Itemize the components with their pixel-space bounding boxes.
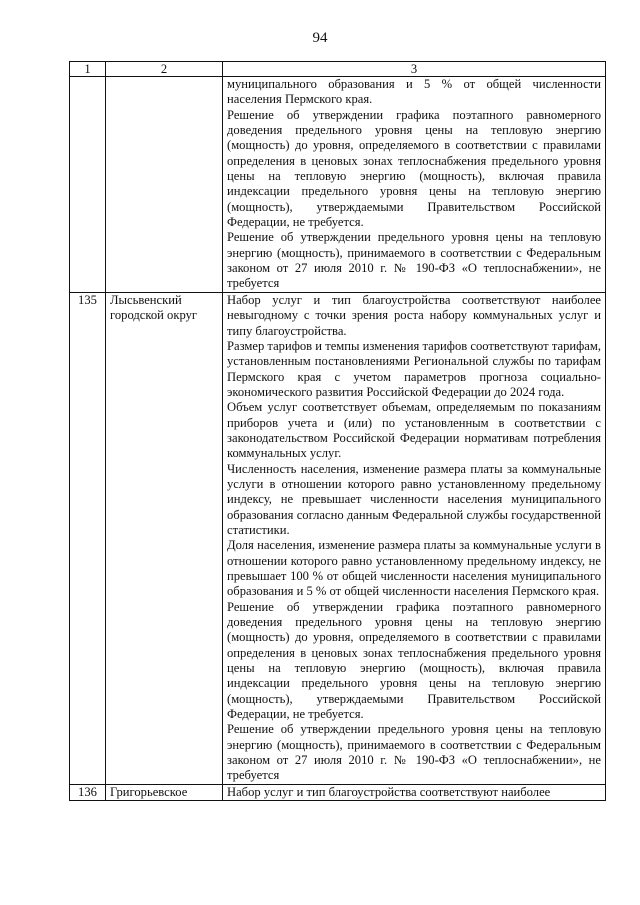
paragraph: Набор услуг и тип благоустройства соответствуют наиболее bbox=[227, 784, 551, 799]
page-number: 94 bbox=[312, 30, 328, 46]
municipality-name: Лысьвенский городской округ bbox=[106, 292, 223, 784]
paragraph: Объем услуг соответствует объемам, определяемым по показаниям приборов учета и (или) по установленным в соответствии с законодательством Российской Федерации нормативам потребления коммунальных услуг. bbox=[227, 400, 601, 461]
paragraph: муниципального образования и 5 % от общей численности населения Пермского края. bbox=[227, 77, 601, 107]
row-description bbox=[223, 77, 606, 293]
row-number: 136 bbox=[70, 784, 106, 800]
paragraph: Размер тарифов и темпы изменения тарифов соответствуют тарифам, установленным постановлениями Региональной службы по тарифам Пермского края с учетом параметров прогноза социально-экономического развития Российской Федерации до 2024 года. bbox=[227, 338, 601, 399]
table-row bbox=[70, 292, 606, 784]
paragraph: Решение об утверждении графика поэтапного равномерного доведения предельного уровня цены на тепловую энергию (мощность) до уровня, определяемого в соответствии с правилами определения в ценовых зонах теплоснабжения предельного уровня цены на тепловую энергию (мощность), включая правила индексации предельного уровня цены на тепловую энергию (мощность), утверждаемыми Правительством Российской Федерации, не требуется. bbox=[227, 599, 601, 722]
column-header-description: 3 bbox=[223, 62, 606, 77]
municipality-name: Григорьевское bbox=[106, 784, 223, 800]
row-description bbox=[223, 784, 606, 800]
paragraph: Решение об утверждении графика поэтапного равномерного доведения предельного уровня цены на тепловую энергию (мощность) до уровня, определяемого в соответствии с правилами определения в ценовых зонах теплоснабжения предельного уровня цены на тепловую энергию (мощность), включая правила индексации предельного уровня цены на тепловую энергию (мощность), утверждаемыми Правительством Российской Федерации, не требуется. bbox=[227, 107, 601, 230]
column-header-number: 1 bbox=[70, 62, 106, 77]
tariff-table bbox=[69, 61, 606, 801]
row-number bbox=[70, 77, 106, 293]
row-description bbox=[223, 292, 606, 784]
table-row bbox=[70, 784, 606, 800]
table-row bbox=[70, 77, 606, 293]
table-header-row bbox=[70, 62, 606, 77]
paragraph: Решение об утверждении предельного уровня цены на тепловую энергию (мощность), принимаемого в соответствии с Федеральным законом от 27 июля 2010 г. № 190-ФЗ «О теплоснабжении», не требуется bbox=[227, 722, 601, 783]
paragraph: Доля населения, изменение размера платы за коммунальные услуги в отношении которого равно установленному предельному индексу, не превышает 100 % от общей численности населения муниципального образования и 5 % от общей численности населения Пермского края. bbox=[227, 538, 601, 599]
column-header-municipality: 2 bbox=[106, 62, 223, 77]
row-number: 135 bbox=[70, 292, 106, 784]
paragraph: Набор услуг и тип благоустройства соответствуют наиболее невыгодному с точки зрения роста набору коммунальных услуг и типу благоустройства. bbox=[227, 292, 601, 338]
paragraph: Численность населения, изменение размера платы за коммунальные услуги в отношении которого равно установленному предельному индексу, не превышает численности населения муниципального образования согласно данным Федеральной службы государственной статистики. bbox=[227, 461, 601, 537]
municipality-name bbox=[106, 77, 223, 293]
paragraph: Решение об утверждении предельного уровня цены на тепловую энергию (мощность), принимаемого в соответствии с Федеральным законом от 27 июля 2010 г. № 190-ФЗ «О теплоснабжении», не требуется bbox=[227, 230, 601, 291]
